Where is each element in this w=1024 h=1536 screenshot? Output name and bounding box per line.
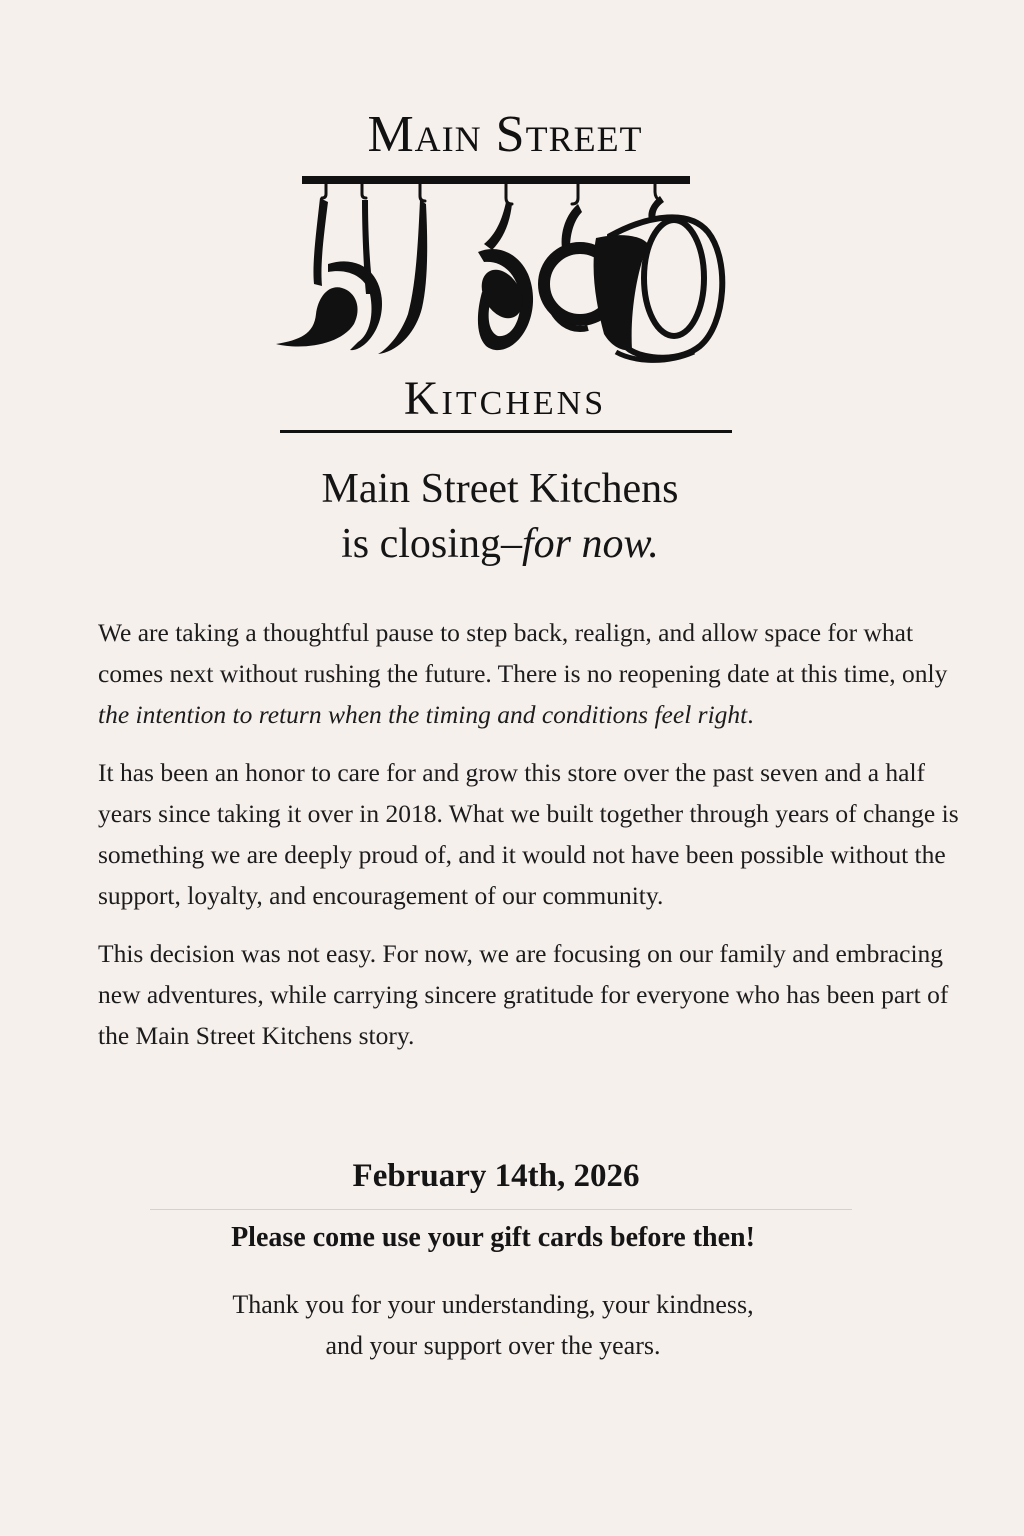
thank-you-message (0, 1284, 986, 1366)
headline-dash: – (500, 521, 522, 567)
paragraph-1-italic: the intention to return when the timing and conditions feel right (98, 700, 748, 729)
gift-card-reminder: Please come use your gift cards before then! (231, 1222, 755, 1253)
thank-you-line-2: and your support over the years. (325, 1331, 661, 1360)
logo-top-text: Main Street (367, 106, 643, 163)
thank-you-line-1: Thank you for your understanding, your kindness, (232, 1290, 754, 1319)
paragraph-1 (98, 612, 972, 735)
closing-date: February 14th, 2026 (352, 1158, 640, 1194)
headline-line-1: Main Street Kitchens (321, 466, 679, 512)
headline-line-2-italic: for now. (521, 521, 659, 567)
hanging-pots-and-pans-icon (270, 174, 740, 384)
headline-line-2-prefix: is closing (341, 521, 501, 567)
page-title (0, 462, 1000, 572)
date-divider (150, 1209, 852, 1210)
notice-body (98, 612, 972, 1073)
logo-bottom-text: Kitchens (403, 372, 607, 425)
paragraph-1-text: We are taking a thoughtful pause to step back, realign, and allow space for what comes next without rushing the future. There is no reopening date at this time, only (98, 618, 948, 688)
headline-line-2 (0, 517, 1000, 572)
logo-divider (280, 430, 732, 433)
main-street-kitchens-logo (270, 96, 740, 441)
paragraph-1-end: . (747, 700, 754, 729)
paragraph-3: This decision was not easy. For now, we are focusing on our family and embracing new adventures, while carrying sincere gratitude for everyone who has been part of the Main Street Kitchens story. (98, 939, 949, 1050)
paragraph-2: It has been an honor to care for and grow this store over the past seven and a half years since taking it over in 2018. What we built together through years of change is something we are deeply proud of, and it would not have been possible without the support, loyalty, and encouragement of our community. (98, 758, 959, 910)
